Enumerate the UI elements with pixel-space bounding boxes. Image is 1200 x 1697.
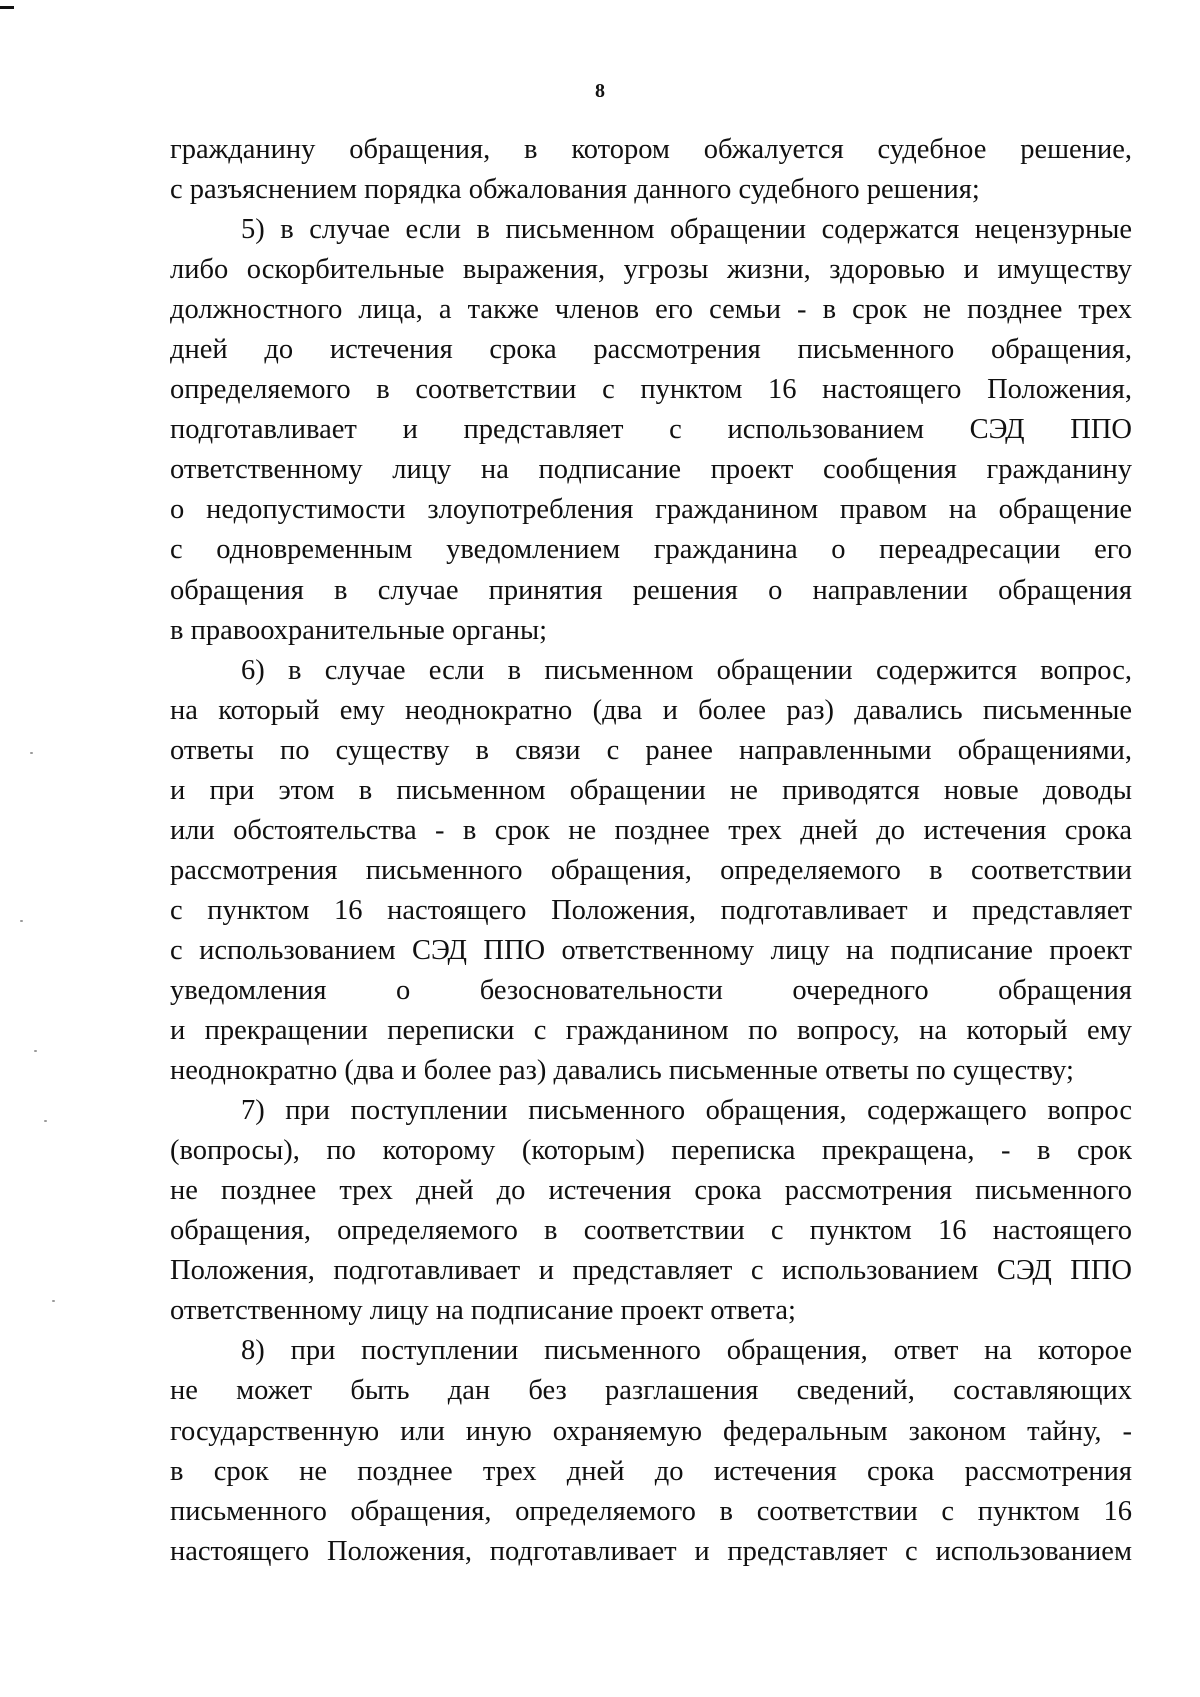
scan-edge-mark — [0, 6, 14, 9]
text-line: в срок не позднее трех дней до истечения срока рассмотрения — [170, 1455, 1132, 1487]
text-line: с пунктом 16 настоящего Положения, подготавливает и представляет — [170, 894, 1132, 926]
text-line: дней до истечения срока рассмотрения письменного обращения, — [170, 334, 1132, 366]
text-line: или обстоятельства - в срок не позднее трех дней до истечения срока — [170, 814, 1132, 846]
text-line: обращения в случае принятия решения о направлении обращения — [170, 574, 1132, 606]
text-line: определяемого в соответствии с пунктом 16 настоящего Положения, — [170, 374, 1132, 406]
text-line: о недопустимости злоупотребления гражданином правом на обращение — [170, 494, 1132, 526]
text-line: 7) при поступлении письменного обращения, содержащего вопрос — [241, 1095, 1132, 1127]
text-line: настоящего Положения, подготавливает и представляет с использованием — [170, 1535, 1132, 1567]
text-line: должностного лица, а также членов его семьи - в срок не позднее трех — [170, 294, 1132, 326]
text-line: подготавливает и представляет с использованием СЭД ППО — [170, 414, 1132, 446]
text-line: с одновременным уведомлением гражданина о переадресации его — [170, 534, 1132, 566]
scan-speck — [52, 1300, 55, 1302]
text-line: не может быть дан без разглашения сведений, составляющих — [170, 1375, 1132, 1407]
scan-speck — [20, 920, 23, 922]
text-line: в правоохранительные органы; — [170, 614, 548, 646]
text-line: с разъяснением порядка обжалования данного судебного решения; — [170, 174, 980, 206]
text-line: государственную или иную охраняемую федеральным законом тайну, - — [170, 1415, 1132, 1447]
text-line: не позднее трех дней до истечения срока рассмотрения письменного — [170, 1175, 1132, 1207]
text-line: с использованием СЭД ППО ответственному лицу на подписание проект — [170, 934, 1132, 966]
text-line: ответственному лицу на подписание проект ответа; — [170, 1295, 796, 1327]
text-line: обращения, определяемого в соответствии с пунктом 16 настоящего — [170, 1215, 1132, 1247]
text-line: рассмотрения письменного обращения, определяемого в соответствии — [170, 854, 1132, 886]
text-line: гражданину обращения, в котором обжалуется судебное решение, — [170, 134, 1132, 165]
text-line: письменного обращения, определяемого в соответствии с пунктом 16 — [170, 1495, 1132, 1527]
text-line: и при этом в письменном обращении не приводятся новые доводы — [170, 774, 1132, 806]
scan-speck — [34, 1050, 37, 1052]
text-line: на который ему неоднократно (два и более раз) давались письменные — [170, 694, 1132, 726]
text-line: 6) в случае если в письменном обращении содержится вопрос, — [241, 654, 1132, 686]
document-body — [170, 130, 1132, 1572]
text-line: Положения, подготавливает и представляет с использованием СЭД ППО — [170, 1255, 1132, 1287]
text-line: уведомления о безосновательности очередного обращения — [170, 974, 1132, 1006]
text-line: ответственному лицу на подписание проект сообщения гражданину — [170, 454, 1132, 486]
text-line: либо оскорбительные выражения, угрозы жизни, здоровью и имуществу — [170, 254, 1132, 286]
scan-speck — [44, 1120, 47, 1122]
page-number: 8 — [595, 80, 605, 102]
text-line: 5) в случае если в письменном обращении содержатся нецензурные — [241, 214, 1132, 246]
text-line: неоднократно (два и более раз) давались письменные ответы по существу; — [170, 1055, 1074, 1087]
text-line: 8) при поступлении письменного обращения, ответ на которое — [241, 1335, 1132, 1367]
text-line: (вопросы), по которому (которым) переписка прекращена, - в срок — [170, 1135, 1132, 1167]
scan-speck — [30, 752, 33, 754]
text-line: ответы по существу в связи с ранее направленными обращениями, — [170, 734, 1132, 766]
text-line: и прекращении переписки с гражданином по вопросу, на который ему — [170, 1015, 1132, 1047]
